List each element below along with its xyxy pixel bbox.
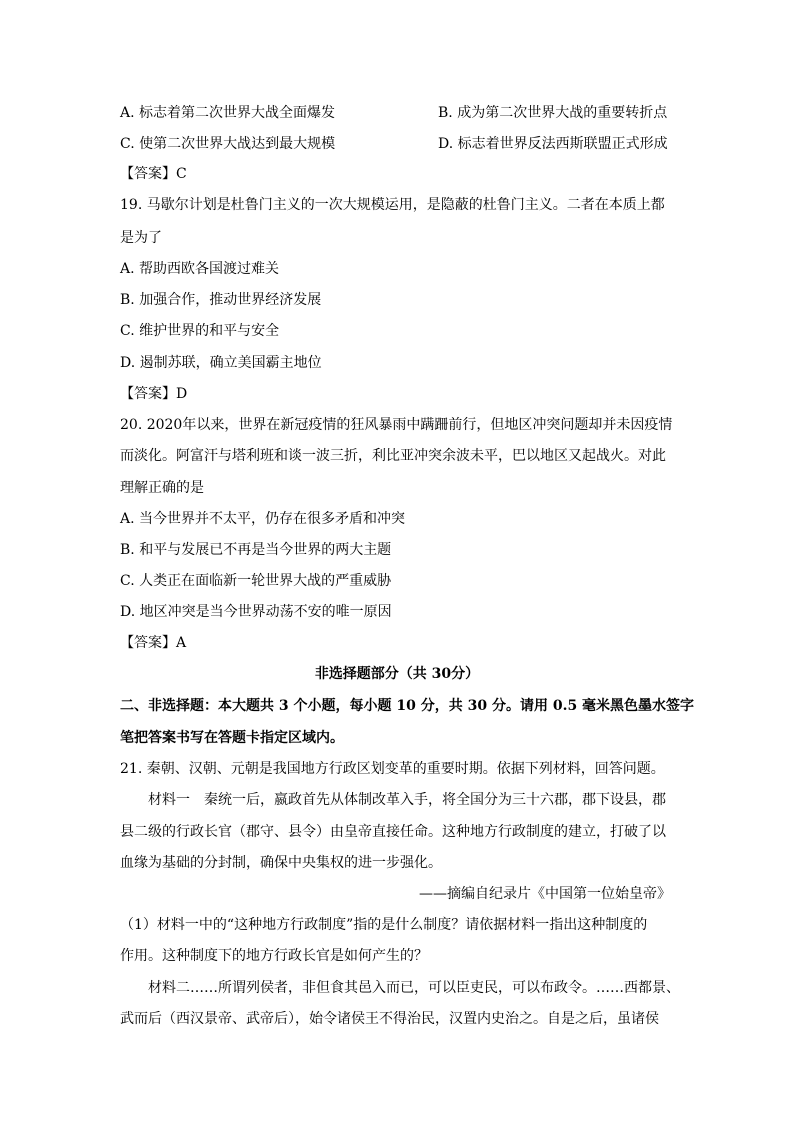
- q18-answer: 【答案】C: [120, 166, 187, 182]
- q18-option-b: B. 成为第二次世界大战的重要转折点: [438, 105, 668, 121]
- q18-option-a: A. 标志着第二次世界大战全面爆发: [120, 105, 336, 121]
- q18-option-c: C. 使第二次世界大战达到最大规模: [120, 136, 336, 152]
- section-title: 非选择题部分（共 30分）: [314, 666, 480, 682]
- q20-option-d: D. 地区冲突是当今世界动荡不安的唯一原因: [120, 604, 392, 620]
- q21-sub-question-1-line-2: 作用。这种制度下的地方行政长官是如何产生的？: [120, 948, 428, 964]
- q19-option-c: C. 维护世界的和平与安全: [120, 323, 280, 339]
- q20-stem-line-2: 而淡化。阿富汗与塔利班和谈一波三折，利比亚冲突余波未平，巴以地区又起战火。对此: [120, 448, 666, 464]
- q19-stem-line-1: 19. 马歇尔计划是杜鲁门主义的一次大规模运用，是隐蔽的杜鲁门主义。二者在本质上都: [120, 197, 665, 213]
- q20-stem-line-3: 理解正确的是: [120, 480, 204, 496]
- section-heading-line-2: 笔把答案书写在答题卡指定区域内。: [120, 730, 344, 746]
- q21-material-2-line-1: 材料二……所谓列侯者，非但食其邑入而已，可以臣吏民，可以布政令。……西都景、: [148, 980, 680, 996]
- q21-sub-question-1-line-1: （1）材料一中的“这种地方行政制度”指的是什么制度？请依据材料一指出这种制度的: [120, 917, 648, 933]
- q21-stem: 21. 秦朝、汉朝、元朝是我国地方行政区划变革的重要时期。依据下列材料，回答问题。: [120, 761, 665, 777]
- section-heading-line-1: 二、非选择题：本大题共 3 个小题，每小题 10 分，共 30 分。请用 0.5 毫米黑色墨水签字: [120, 698, 695, 714]
- q20-option-a: A. 当今世界并不太平，仍存在很多矛盾和冲突: [120, 511, 406, 527]
- q19-option-d: D. 遏制苏联，确立美国霸主地位: [120, 355, 322, 371]
- q19-option-b: B. 加强合作，推动世界经济发展: [120, 292, 322, 308]
- q20-stem-line-1: 20. 2020年以来，世界在新冠疫情的狂风暴雨中蹒跚前行，但地区冲突问题却并未因疫情: [120, 417, 673, 433]
- q21-material-1-source: ——摘编自纪录片《中国第一位始皇帝》: [419, 886, 671, 902]
- q20-option-c: C. 人类正在面临新一轮世界大战的严重威胁: [120, 573, 392, 589]
- q20-answer: 【答案】A: [120, 635, 187, 651]
- q20-option-b: B. 和平与发展已不再是当今世界的两大主题: [120, 542, 392, 558]
- q19-stem-line-2: 是为了: [120, 230, 162, 246]
- q21-material-1-line-1: 材料一 秦统一后，嬴政首先从体制改革入手，将全国分为三十六郡，郡下设县，郡: [148, 792, 666, 808]
- q19-option-a: A. 帮助西欧各国渡过难关: [120, 261, 280, 277]
- q19-answer: 【答案】D: [120, 386, 188, 402]
- q21-material-1-line-3: 血缘为基础的分封制，确保中央集权的进一步强化。: [120, 855, 442, 871]
- q21-material-1-line-2: 县二级的行政长官（郡守、县令）由皇帝直接任命。这种地方行政制度的建立，打破了以: [120, 824, 666, 840]
- q21-material-2-line-2: 武而后（西汉景帝、武帝后），始令诸侯王不得治民，汉置内史治之。自是之后，虽诸侯: [120, 1011, 659, 1027]
- q18-option-d: D. 标志着世界反法西斯联盟正式形成: [438, 136, 668, 152]
